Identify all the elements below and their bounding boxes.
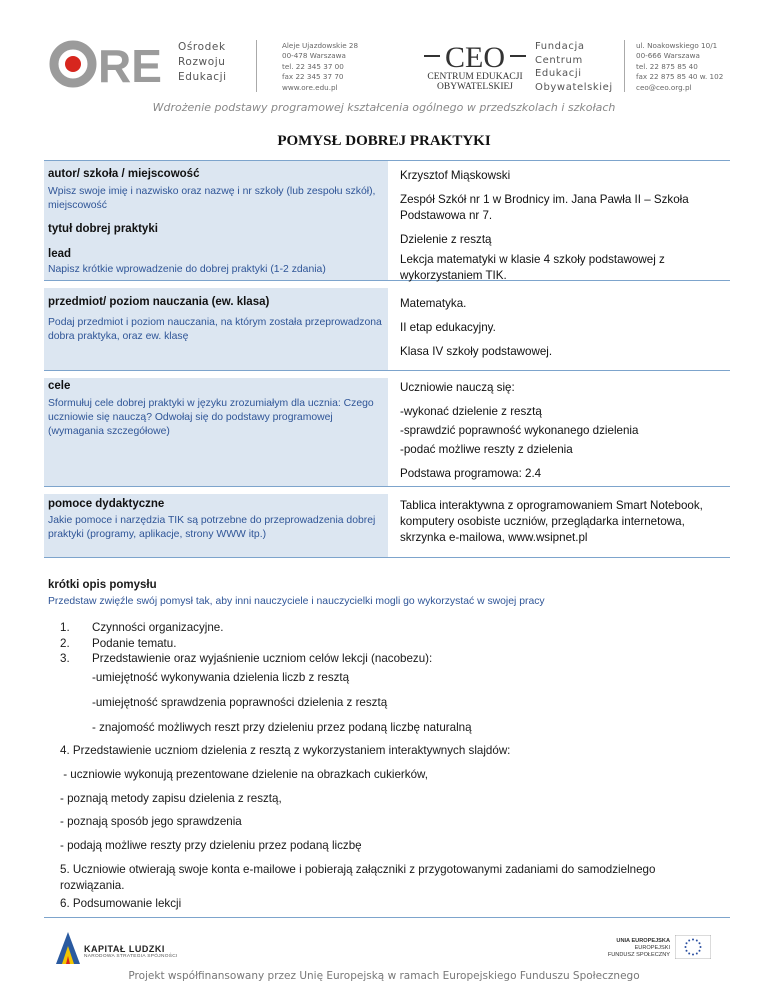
divider xyxy=(256,40,257,92)
numbered-list xyxy=(60,620,432,667)
table-row-goals xyxy=(44,378,730,487)
eu-flag-icon xyxy=(675,935,711,959)
tagline: Wdrożenie podstawy programowej kształcenia ogólnego w przedszkolach i szkołach xyxy=(152,101,616,114)
footer-note: Projekt współfinansowany przez Unię Europejską w ramach Europejskiego Funduszu Społecznego xyxy=(128,970,640,982)
sub-item: - znajomość możliwych reszt przy dzieleniu przez podaną liczbę naturalną xyxy=(92,721,472,734)
lead-label: lead xyxy=(48,248,72,260)
bottom-rule xyxy=(44,917,730,918)
author-label: autor/ szkoła / miejscowość xyxy=(48,168,200,180)
table-row-aids xyxy=(44,494,730,558)
subject-hint: Podaj przedmiot i poziom nauczania, na którym została przeprowadzona dobra praktyka, oraz ew. klasę xyxy=(48,317,382,342)
divider xyxy=(624,40,625,92)
goals-curriculum: Podstawa programowa: 2.4 xyxy=(400,467,542,480)
subject-value-1: Matematyka. xyxy=(400,297,467,310)
ore-logo xyxy=(48,38,170,90)
step-4-item: - poznają metody zapisu dzielenia z resztą, xyxy=(60,792,282,805)
step-6: 6. Podsumowanie lekcji xyxy=(60,897,182,910)
step-4-item: - uczniowie wykonują prezentowane dzielenie na obrazkach cukierków, xyxy=(60,768,428,781)
ceo-sub-1: CENTRUM EDUKACJI xyxy=(427,72,523,82)
page-title: POMYSŁ DOBREJ PRAKTYKI xyxy=(277,133,491,149)
goals-label: cele xyxy=(48,380,71,392)
ore-name: Ośrodek Rozwoju Edukacji xyxy=(178,41,227,83)
aids-hint: Jakie pomoce i narzędzia TIK są potrzebne do przeprowadzenia dobrej praktyki (programy, aplikacje, strony WWW itp.) xyxy=(48,515,376,540)
step-4: 4. Przedstawienie uczniom dzielenia z resztą z wykorzystaniem interaktywnych slajdów: xyxy=(60,744,511,757)
subject-value-2: II etap edukacyjny. xyxy=(400,321,496,334)
title-value: Dzielenie z resztą xyxy=(400,233,492,246)
kapital-ludzki-logo xyxy=(54,930,82,971)
ceo-mark: CEO xyxy=(445,41,505,74)
author-hint: Wpisz swoje imię i nazwisko oraz nazwę i nr szkoły (lub zespołu szkół), miejscowość xyxy=(48,186,376,211)
list-item: 2. Podanie tematu. xyxy=(60,636,177,650)
subject-value-3: Klasa IV szkoły podstawowej. xyxy=(400,345,553,358)
description-hint: Przedstaw zwięźle swój pomysł tak, aby inni nauczyciele i nauczycielki mogli go wykorzystać w swojej pracy xyxy=(48,596,545,607)
table-row-author xyxy=(44,160,730,281)
list-item: 1. Czynności organizacyjne. xyxy=(60,621,224,634)
step-5: 5. Uczniowie otwierają swoje konta e-mailowe i pobierają załączniki z przygotowanymi zadaniami do samodzielnego rozwiązania. xyxy=(60,863,656,892)
step-4-item: - poznają sposób jego sprawdzenia xyxy=(60,815,242,828)
description-label: krótki opis pomysłu xyxy=(48,579,157,591)
goals-hint: Sformułuj cele dobrej praktyki w języku zrozumiałym dla ucznia: Czego uczniowie się nauczą? Odwołaj się do podstawy programowej (wymagania szczegółowe) xyxy=(48,398,374,437)
goal-item: -podać możliwe reszty z dzielenia xyxy=(400,443,573,456)
aids-value: Tablica interaktywna z oprogramowaniem Smart Notebook, komputery osobiste uczniów, przeglądarka internetowa, skrzynka e-mailowa, www.wsipnet.pl xyxy=(400,499,703,544)
ore-address: Aleje Ujazdowskie 28 00-478 Warszawa tel. 22 345 37 00 fax 22 345 37 70 www.ore.edu.pl xyxy=(282,41,359,92)
school: Zespół Szkół nr 1 w Brodnicy im. Jana Pawła II – Szkoła Podstawowa nr 7. xyxy=(400,193,689,222)
table-row-subject xyxy=(44,288,730,371)
ceo-logo xyxy=(420,40,530,92)
goal-item: -sprawdzić poprawność wykonanego dzielenia xyxy=(400,424,639,437)
ceo-name: Fundacja Centrum Edukacji Obywatelskiej xyxy=(535,41,613,93)
goal-item: -wykonać dzielenie z resztą xyxy=(400,405,542,418)
title-label: tytuł dobrej praktyki xyxy=(48,223,158,235)
sub-item: -umiejętność wykonywania dzielenia liczb z resztą xyxy=(92,671,350,684)
lead-hint: Napisz krótkie wprowadzenie do dobrej praktyki (1-2 zdania) xyxy=(48,264,326,275)
aids-label: pomoce dydaktyczne xyxy=(48,498,165,510)
svg-text:RE: RE xyxy=(98,40,162,90)
goals-intro: Uczniowie nauczą się: xyxy=(400,381,515,394)
lead-value: Lekcja matematyki w klasie 4 szkoły podstawowej z wykorzystaniem TIK. xyxy=(400,253,665,282)
step-4-item: - podają możliwe reszty przy dzieleniu przez podaną liczbę xyxy=(60,839,362,852)
eu-text: UNIA EUROPEJSKA EUROPEJSKI FUNDUSZ SPOŁECZNY xyxy=(607,938,670,958)
subject-label: przedmiot/ poziom nauczania (ew. klasa) xyxy=(48,296,270,308)
ceo-sub-2: OBYWATELSKIEJ xyxy=(437,82,513,92)
author-name: Krzysztof Miąskowski xyxy=(400,169,511,182)
kapital-ludzki-text: KAPITAŁ LUDZKI NARODOWA STRATEGIA SPÓJNOŚCI xyxy=(84,944,178,959)
ceo-address: ul. Noakowskiego 10/1 00-666 Warszawa tel. 22 875 85 40 fax 22 875 85 40 w. 102 ceo@ceo.org.pl xyxy=(636,41,724,92)
sub-item: -umiejętność sprawdzenia poprawności dzielenia z resztą xyxy=(92,696,388,709)
list-item: 3. Przedstawienie oraz wyjaśnienie uczniom celów lekcji (nacobezu): xyxy=(60,652,433,666)
